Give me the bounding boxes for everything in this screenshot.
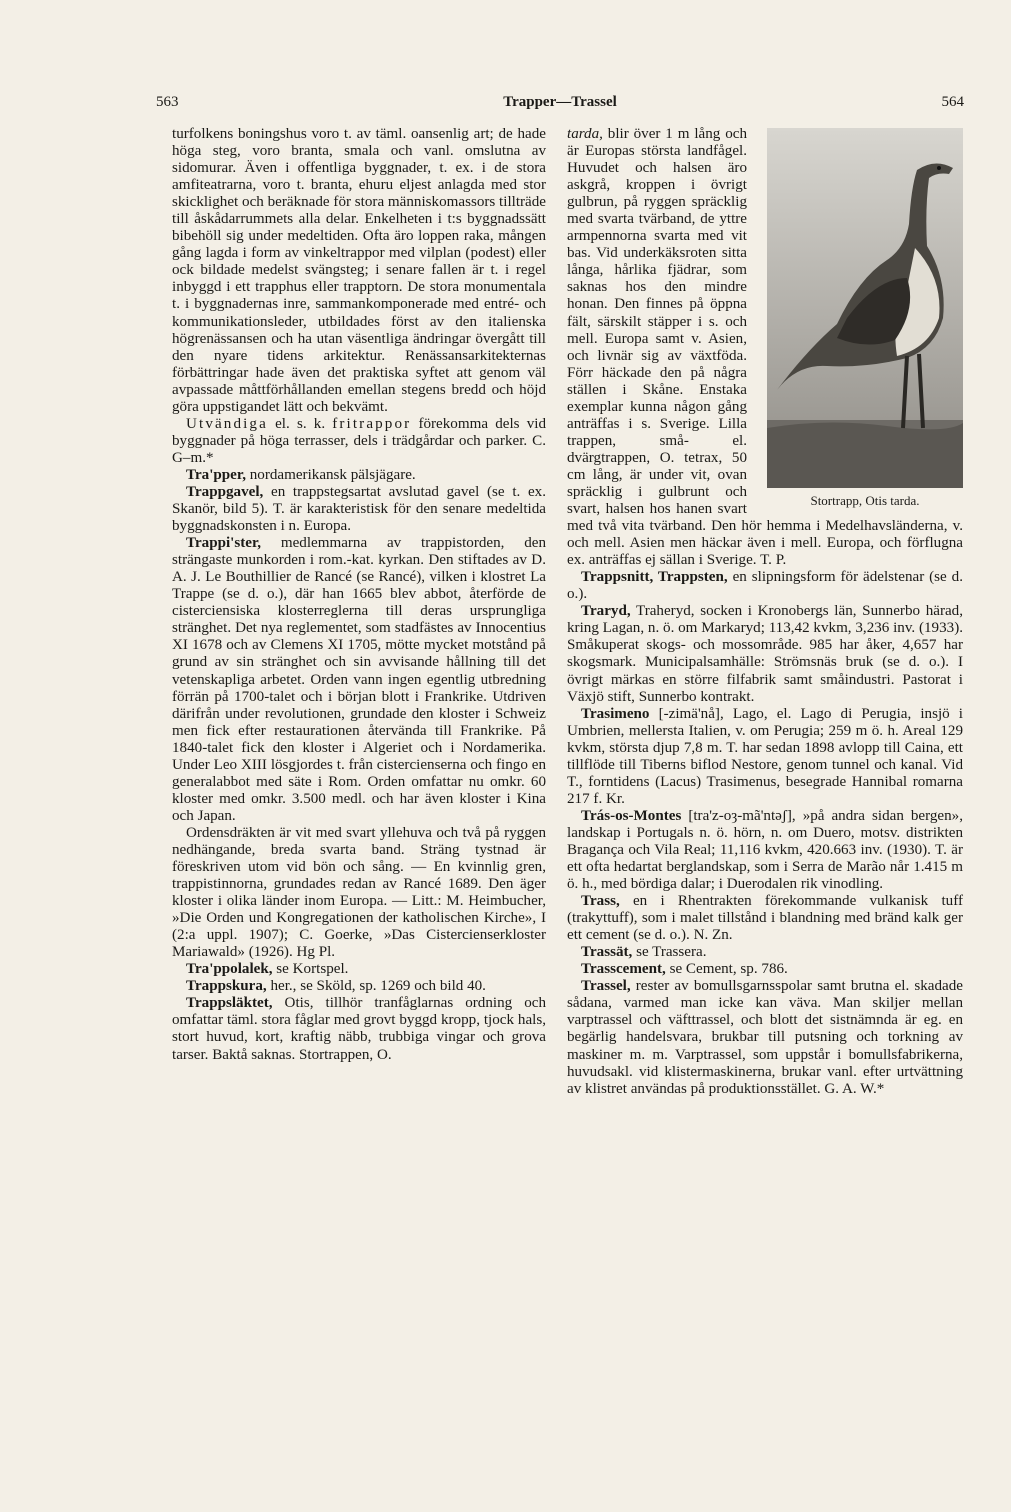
great-bustard-photo: [767, 128, 963, 488]
entry-term: Trappskura,: [186, 978, 267, 995]
page-header: [156, 94, 964, 116]
left-page-number: 563: [156, 94, 179, 110]
figure-caption: Stortrapp, Otis tarda.: [810, 493, 920, 508]
entry-term: Trappsläktet,: [186, 995, 273, 1012]
left-column: [172, 126, 546, 1064]
entry-term: Trappgavel,: [186, 483, 264, 500]
bird-figure: [757, 128, 963, 508]
entry-term: Tra'ppolalek,: [186, 961, 273, 978]
entry-trappgavel: Trappgavel, en trappstegsartat avslutad gavel (se t. ex. Skanör, bild 5). T. är karakteristisk för den senare medeltida byggnadskonsten i n. Europa.: [172, 483, 546, 535]
entry-trappskura: Trappskura, her., se Sköld, sp. 1269 och bild 40.: [186, 978, 486, 995]
entry-trassel: Trassel, rester av bomullsgarnsspolar samt brutna el. skadade sådana, varmed man icke kan väva. Man skiljer mellan varptrassel och väfttrassel, och blott det sistnämnda är eg. en begärlig handelsvara, brukbar till putsning och torkning av maskiner m. m. Varptrassel, som uppstår i bomullsfabrikerna, huvudsakl. vid klistermaskinerna, brukar vanl. efter urtvättning av klistret användas på produktionsstället. G. A. W.*: [567, 978, 963, 1097]
entry-trappslaktet: Trappsläktet, Otis, tillhör tranfåglarnas ordning och omfattar täml. stora fåglar med grovt byggd kropp, tjock hals, stort huvud, kort, kraftig näbb, trubbiga vingar och grova tarser. Baktå saknas. Stortrappen, O.: [172, 995, 546, 1063]
entry-trappister: Trappi'ster, medlemmarna av trappistorden, den strängaste munkorden i rom.-kat. kyrkan. Den stiftades av D. A. J. Le Bouthillier de Rancé (se Rancé), vilken i klostret La Trappe (se d. o.), där han 1665 blev abbot, återförde de cisterciensiska klosterreglerna till deras ursprungliga stränghet. Det nya reglementet, som stadfästes av Innocentius XI 1678 och av Clemens XI 1705, mötte mycket motstånd på grund av sin stränghet och sin avvisande hållning till det vetenskapliga arbetet. Orden vann ingen egentlig utbredning förrän på 1700-talet och i början blott i Frankrike. Utdriven därifrån under revolutionen, grundade den kloster i Schweiz men fick efter restaurationen återvända till Frankrike. På 1840-talet fick den kloster i Algeriet och i Nordamerika. Under Leo XIII lösgjordes t. från cistercienserna och fingo en generalabbot med säte i Rom. Orden omfattar nu omkr. 60 kloster med omkr. 3.500 medl. och har även kloster i Kina och Japan.: [172, 535, 546, 824]
entry-term: Trás-os-Montes: [581, 807, 682, 824]
entry-term: Trasimeno: [581, 705, 650, 722]
entry-trappsnitt: Trappsnitt, Trappsten, en slipningsform för ädelstenar (se d. o.).: [567, 569, 963, 603]
entry-traryd: Traryd, Traheryd, socken i Kronobergs län, Sunnerbo härad, kring Lagan, n. ö. om Markaryd; 113,42 kvkm, 3,236 inv. (1933). Småkuperat skogs- och mossområde. 985 har åker, 4,657 har skogsmark. Municipalsamhälle: Strömsnäs bruk (se d. o.). I övrigt märkas en större filfabrik samt småindustri. Pastorat i Växjö stift, Sunnerbo kontrakt.: [567, 603, 963, 705]
entry-term: Trassel,: [581, 978, 631, 995]
entry-trass: Trass, en i Rhentrakten förekommande vulkanisk tuff (trakyttuff), som i malet tillstånd i blandning med bränd kalk ger ett cement (se d. o.). N. Zn.: [567, 893, 963, 944]
entry-term: Tra'pper,: [186, 466, 246, 483]
spaced-term: Utvändiga: [186, 415, 268, 432]
entry-term: Trassät,: [581, 944, 633, 961]
right-column: [567, 126, 963, 1098]
paragraph: turfolkens boningshus voro t. av täml. oansenlig art; de hade höga steg, voro branta, smala och vanl. omslutna av sidomurar. Även i offentliga byggnader, t. ex. i de stora amfiteatrarna, voro t. branta, ehuru eljest anlagda med stor skicklighet och beräknade för stora människomassors tillträde till åskådarrummets alla delar. Enkelheten i t:s byggnadssätt bibehöll sig under medeltiden. Ofta äro loppen raka, mången gång lagda i form av vinkeltrappor med vilplan (podest) eller ock bildade medelst svängsteg; i senare fallen är t. i regel inbyggd i ett trapphus eller trapptorn. De stora monumentala t. i byggnadernas inre, sammankomponerade med entré- och kommunikationsleder, utbildades först av den italienska högrenässansen och ha utan väsentliga ändringar övergått till den nyare tidens arkitektur. Renässansarkitekternas förbättringar hade även det praktiska syftet att genom väl avpassade måttförhållanden emellan stegens bredd och höjd göra uppstigandet lätt och bekvämt.: [172, 126, 546, 415]
paragraph: Utvändiga el. s. k. fritrappor förekomma dels vid byggnader på höga terrasser, dels i trädgårdar och parker. C. G–m.*: [172, 415, 546, 466]
entry-trappolalek: Tra'ppolalek, se Kortspel.: [186, 961, 349, 978]
entry-term: Trappsnitt, Trappsten,: [581, 569, 728, 586]
entry-trapper: Tra'pper, nordamerikansk pälsjägare.: [186, 466, 416, 483]
entry-term: Trass,: [581, 893, 620, 910]
entry-trassat: Trassät, se Trassera.: [581, 944, 707, 961]
entry-term: Trappi'ster,: [186, 535, 262, 552]
paragraph: Ordensdräkten är vit med svart yllehuva och två på ryggen nedhängande, breda svarta band. Sträng tystnad är föreskriven utom vid bön och sång. — En kvinnlig gren, trappistinnorna, grundades redan av Rancé 1689. Den äger kloster i olika länder inom Europa. — Litt.: M. Heimbucher, »Die Orden und Kongregationen der katholischen Kirche», I (2:a uppl. 1907); C. Goerke, »Das Cistercienserkloster Mariawald» (1926). Hg Pl.: [172, 824, 546, 961]
entry-trasscement: Trasscement, se Cement, sp. 786.: [581, 961, 788, 978]
entry-term: Traryd,: [581, 603, 631, 620]
paragraph: tarda, blir över 1 m lång och är Europas största landfågel. Huvudet och halsen äro askgrå, kroppen i övrigt gulbrun, på ryggen spräcklig med svarta tvärband, de yttre armpennorna svarta med vit bas. Vid underkäksroten sitta långa, hårlika fjädrar, som saknas hos den mindre honan. Den finnes på öppna fält, särskilt stäpper i s. och mell. Europa samt v. Asien, och livnär sig av växtföda. Förr häckade den på några ställen i Skåne. Enstaka exemplar kunna någon gång anträffas i s. Sverige. Lilla trappen, små- el. dvärgtrappen, O. tetrax, 50 cm lång, är under vit, ovan spräcklig i gulbrunt och svart, halsen hos hanen svart med två vita tvärband. Den hör hemma i Medelhavsländerna, v. och mell. Asien men häckar även i mell. Europa, och förflugna ex. anträffas ej sällan i Sverige. T. P.: [567, 126, 963, 569]
entry-term: Trasscement,: [581, 961, 666, 978]
entry-trasimeno: Trasimeno [-zimä'nå], Lago, el. Lago di Perugia, insjö i Umbrien, mellersta Italien, v. om Perugia; 259 m ö. h. Areal 129 kvkm, största djup 7,8 m. T. har sedan 1898 avlopp till Caina, ett tillflöde till Tiberns biflod Nestore, genom tunnel och kanal. Vid T., forntidens (Lacus) Trasimenus, besegrade Hannibal romarna 217 f. Kr.: [567, 705, 963, 807]
running-title: Trapper—Trassel: [503, 94, 617, 110]
spaced-term: fritrappor: [332, 415, 412, 432]
entry-tras-os-montes: Trás-os-Montes [tra'z-oȝ-mã'ntəʃ], »på andra sidan bergen», landskap i Portugals n. ö. hörn, n. om Duero, motsv. distrikten Bragança och Vila Real; 11,116 kvkm, 420.663 inv. (1930). T. är ett ofta hedartat berglandskap, som i Serra de Marão når 1.415 m ö. h., med bördiga dalar; i Duerodalen rik vinodling.: [567, 807, 963, 893]
right-page-number: 564: [941, 94, 964, 110]
